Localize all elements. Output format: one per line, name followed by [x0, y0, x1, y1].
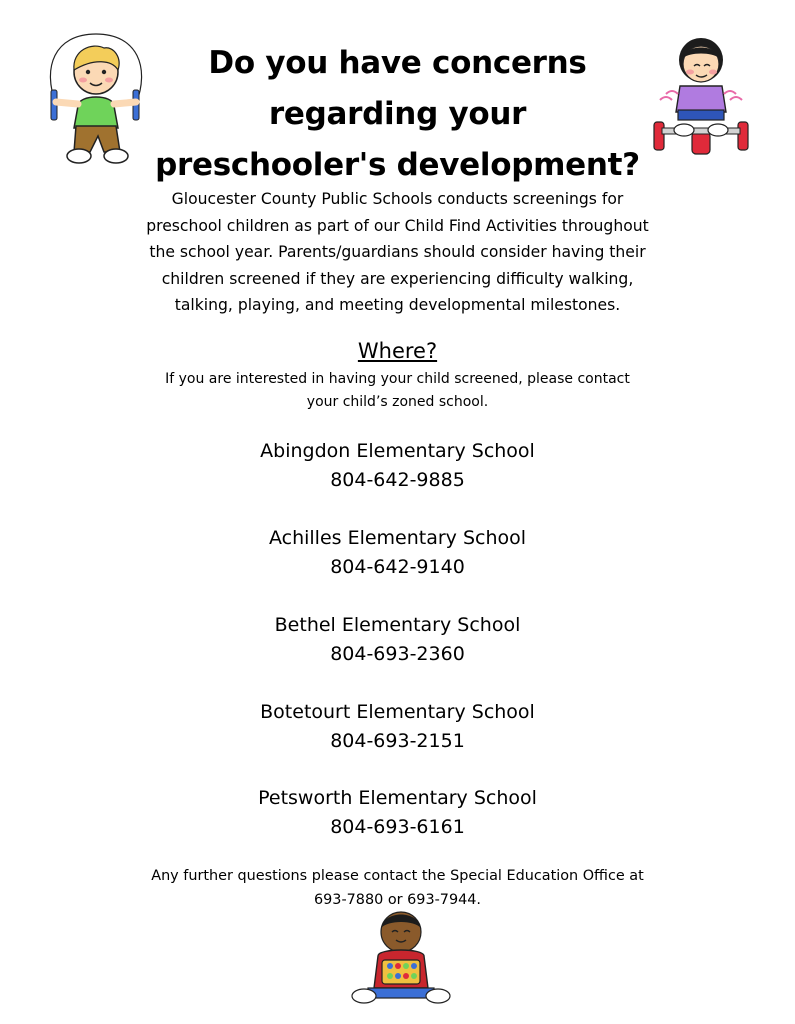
- school-name: Achilles Elementary School: [268, 527, 527, 549]
- school-abingdon: [0, 437, 795, 495]
- boy-jump-rope-clipart: [34, 28, 158, 170]
- title-line-2: regarding your: [268, 96, 527, 132]
- where-line-2: your child’s zoned school.: [306, 394, 489, 410]
- school-name: Abingdon Elementary School: [260, 440, 535, 462]
- school-bethel: [0, 611, 795, 669]
- intro-line-3: the school year. Parents/guardians should consider having their: [149, 243, 646, 261]
- intro-line-5: talking, playing, and meeting developmental milestones.: [174, 296, 621, 314]
- school-phone: 804-642-9885: [330, 469, 465, 491]
- intro-line-4: children screened if they are experiencing difficulty walking,: [161, 269, 634, 288]
- title-line-1: Do you have concerns: [208, 45, 587, 81]
- where-instructions: [100, 368, 695, 414]
- contact-footer: [60, 864, 735, 912]
- footer-line-1: Any further questions please contact the Special Education Office at: [151, 868, 644, 884]
- school-achilles: [0, 524, 795, 582]
- kid-abacus-clipart: [346, 908, 456, 1008]
- school-name: Bethel Elementary School: [274, 614, 521, 636]
- footer-line-2: 693-7880 or 693-7944.: [313, 892, 481, 908]
- intro-paragraph: [100, 186, 695, 319]
- school-phone: 804-693-6161: [330, 816, 465, 838]
- girl-tricycle-clipart: [646, 28, 756, 156]
- school-petsworth: [0, 784, 795, 842]
- school-phone: 804-642-9140: [330, 556, 465, 578]
- school-name: Botetourt Elementary School: [260, 701, 535, 723]
- page-title: [150, 38, 645, 191]
- intro-line-2: preschool children as part of our Child Find Activities throughout: [146, 216, 649, 235]
- school-phone: 804-693-2151: [330, 730, 465, 752]
- intro-line-1: Gloucester County Public Schools conducts screenings for: [171, 190, 624, 208]
- where-line-1: If you are interested in having your child screened, please contact: [165, 371, 630, 387]
- title-line-3: preschooler's development?: [155, 147, 640, 183]
- school-botetourt: [0, 698, 795, 756]
- school-name: Petsworth Elementary School: [258, 787, 537, 809]
- where-heading: Where?: [357, 339, 438, 363]
- school-phone: 804-693-2360: [330, 643, 465, 665]
